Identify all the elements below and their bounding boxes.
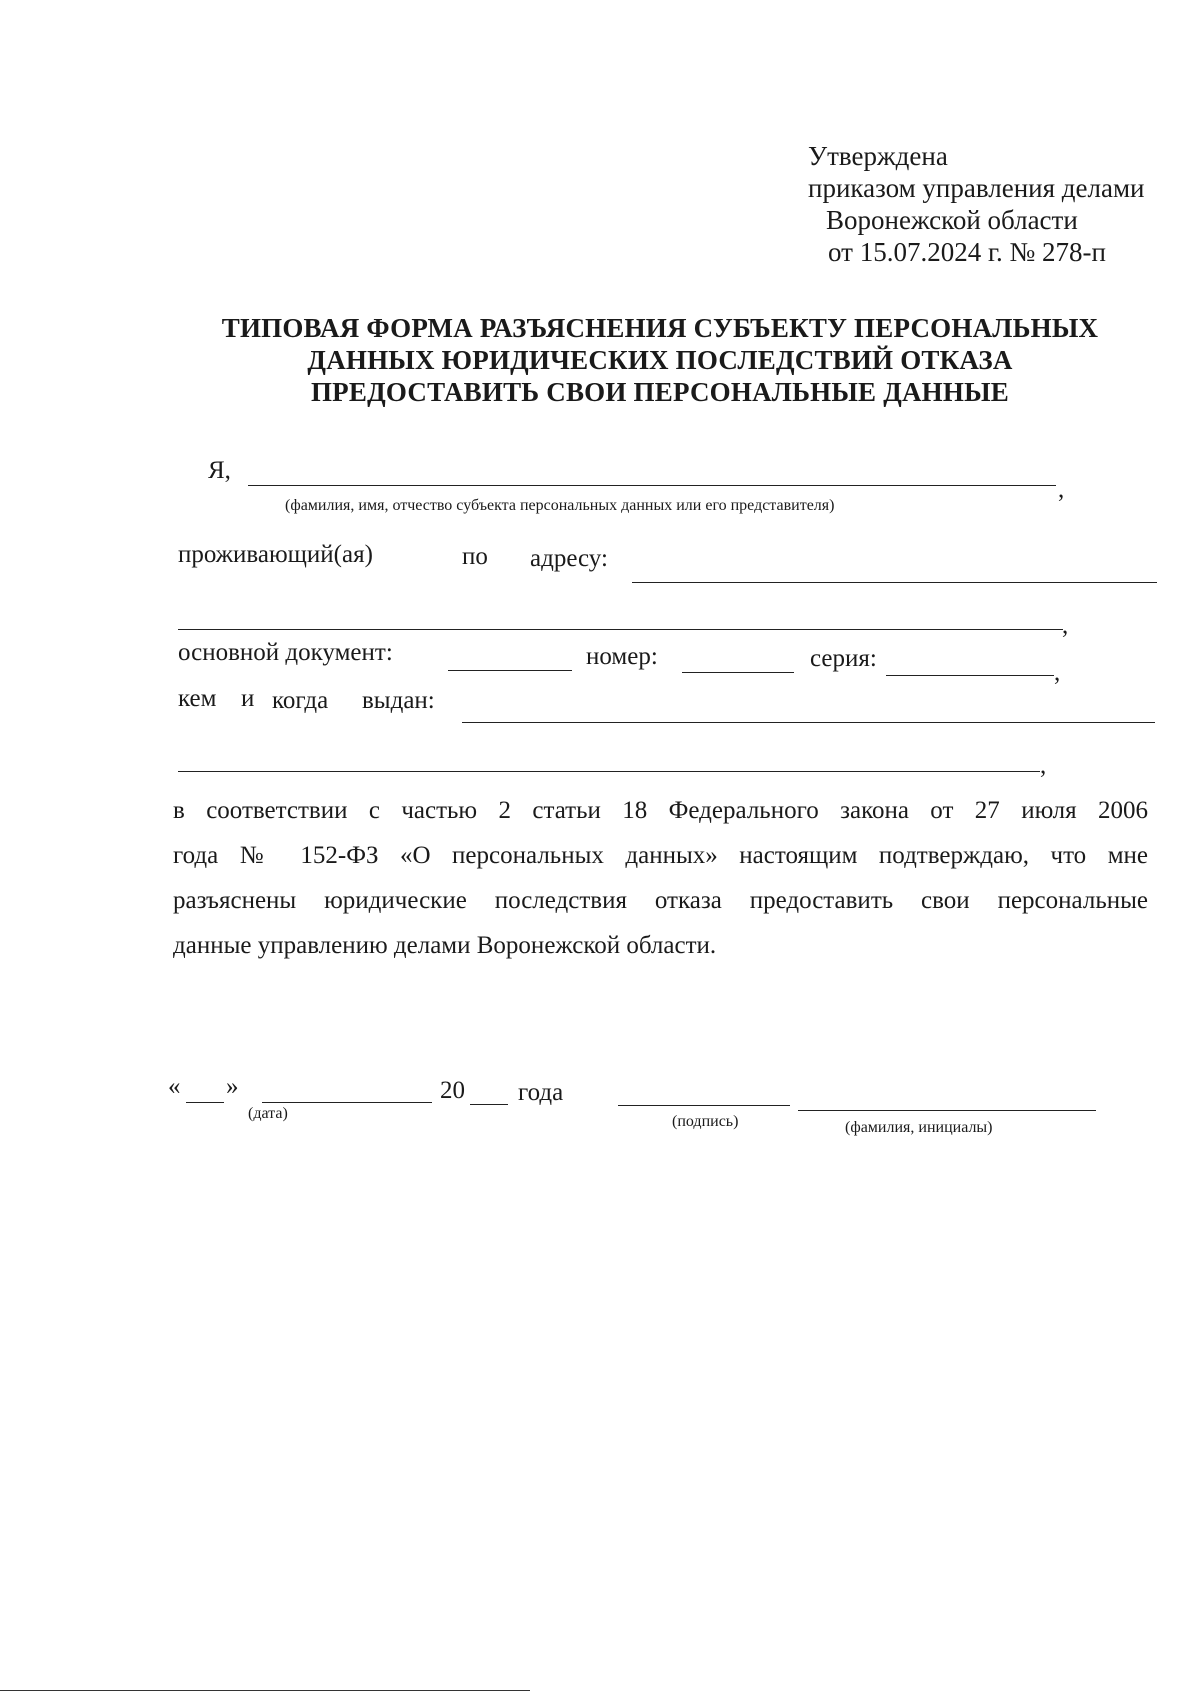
comma: , bbox=[1058, 476, 1065, 503]
year-suffix: года bbox=[518, 1079, 564, 1106]
full-name-hint: (фамилия, имя, отчество субъекта персональных данных или его представителя) bbox=[285, 497, 835, 514]
signer-name-hint: (фамилия, инициалы) bbox=[845, 1119, 993, 1136]
signature-field[interactable] bbox=[618, 1105, 790, 1106]
address-field[interactable] bbox=[632, 582, 1157, 583]
day-field[interactable] bbox=[186, 1102, 224, 1103]
signer-name-field[interactable] bbox=[798, 1110, 1096, 1111]
series-label: серия: bbox=[810, 645, 877, 672]
year-prefix: 20 bbox=[440, 1077, 465, 1104]
title-line-3: ПРЕДОСТАВИТЬ СВОИ ПЕРСОНАЛЬНЫЕ ДАННЫЕ bbox=[310, 377, 1010, 407]
address-field-continued[interactable] bbox=[178, 629, 1063, 630]
series-field[interactable] bbox=[886, 675, 1054, 676]
comma: , bbox=[1040, 752, 1047, 779]
year-field[interactable] bbox=[470, 1104, 508, 1105]
number-field[interactable] bbox=[682, 672, 794, 673]
i-label: Я, bbox=[208, 457, 231, 484]
date-hint: (дата) bbox=[248, 1105, 288, 1122]
comma: , bbox=[1054, 659, 1061, 686]
month-field[interactable] bbox=[262, 1102, 432, 1103]
approval-line-1: Утверждена bbox=[808, 141, 948, 171]
body-line-3: разъяснены юридические последствия отказа предоставить свои персональные bbox=[173, 887, 1148, 914]
approval-line-3: Воронежской области bbox=[826, 205, 1078, 235]
footnote-separator bbox=[0, 1690, 530, 1691]
issued-field[interactable] bbox=[462, 722, 1155, 723]
document-title bbox=[190, 312, 1130, 408]
approval-line-2: приказом управления делами bbox=[808, 173, 1145, 203]
date-quote-open: « bbox=[168, 1073, 181, 1100]
approval-block bbox=[808, 140, 1145, 268]
body-paragraph bbox=[173, 788, 1148, 968]
body-line-2: года № 152-ФЗ «О персональных данных» настоящим подтверждаю, что мне bbox=[173, 842, 1148, 869]
approval-line-4: от 15.07.2024 г. № 278-п bbox=[828, 237, 1106, 267]
at-label: по bbox=[462, 543, 488, 570]
issued-label-and: и bbox=[241, 685, 255, 712]
address-label: адресу: bbox=[530, 545, 608, 572]
issued-label-when: когда bbox=[272, 687, 329, 714]
issued-label-who: кем bbox=[178, 685, 217, 712]
body-line-1: в соответствии с частью 2 статьи 18 Федерального закона от 27 июля 2006 bbox=[173, 797, 1148, 824]
date-quote-close: » bbox=[226, 1073, 239, 1100]
title-line-1: ТИПОВАЯ ФОРМА РАЗЪЯСНЕНИЯ СУБЪЕКТУ ПЕРСОНАЛЬНЫХ bbox=[221, 313, 1099, 343]
comma: , bbox=[1062, 612, 1069, 639]
full-name-field[interactable] bbox=[248, 485, 1056, 486]
issued-field-continued[interactable] bbox=[178, 771, 1040, 772]
title-line-2: ДАННЫХ ЮРИДИЧЕСКИХ ПОСЛЕДСТВИЙ ОТКАЗА bbox=[307, 345, 1013, 375]
document-label: основной документ: bbox=[178, 639, 393, 666]
issued-label-issued: выдан: bbox=[362, 687, 435, 714]
number-label: номер: bbox=[586, 643, 658, 670]
document-field[interactable] bbox=[448, 670, 572, 671]
residing-label: проживающий(ая) bbox=[178, 541, 373, 568]
body-line-4: данные управлению делами Воронежской области. bbox=[173, 932, 717, 959]
signature-hint: (подпись) bbox=[672, 1113, 739, 1130]
